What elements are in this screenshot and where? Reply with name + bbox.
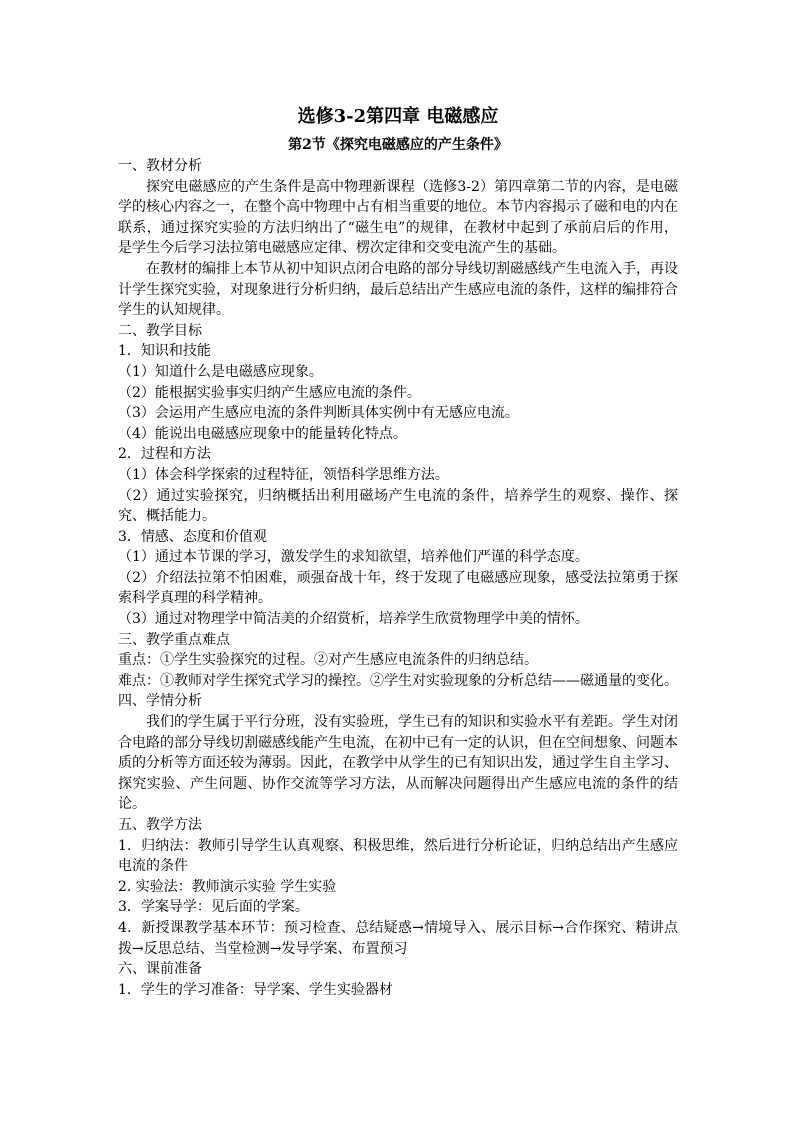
list-item: 1．学生的学习准备：导学案、学生实验器材 <box>118 981 393 998</box>
paragraph: 在教材的编排上本节从初中知识点闭合电路的部分导线切割磁感线产生电流入手，再设计学生探究实验，对现象进行分析归纳，最后总结出产生感应电流的条件，这样的编排符合学生的认知规律。 <box>118 260 678 319</box>
section-heading-preparation: 六、课前准备 <box>118 961 202 978</box>
list-item: （1）通过本节课的学习，激发学生的求知欲望，培养他们严谨的科学态度。 <box>118 549 589 566</box>
section-heading-textbook-analysis: 一、教材分析 <box>118 158 202 174</box>
document-page <box>118 100 678 1000</box>
list-item: 3．学案导学：见后面的学案。 <box>118 899 309 916</box>
paragraph: 探究电磁感应的产生条件是高中物理新课程（选修3-2）第四章第二节的内容，是电磁学的核心内容之一，在整个高中物理中占有相当重要的地位。本节内容揭示了磁和电的内在联系，通过探究实验的方法归纳出了“磁生电”的规律，在教材中起到了承前启后的作用，是学生今后学习法拉第电磁感应定律、楞次定律和交变电流产生的基础。 <box>118 178 678 257</box>
subheading: 2．过程和方法 <box>118 446 211 463</box>
list-item: （2）能根据实验事实归纳产生感应电流的条件。 <box>118 384 421 401</box>
list-item: 难点：①教师对学生探究式学习的操控。②学生对实验现象的分析总结——磁通量的变化。 <box>118 672 678 689</box>
list-item: （1）知道什么是电磁感应现象。 <box>118 363 323 380</box>
list-item: （2）介绍法拉第不怕困难，顽强奋战十年，终于发现了电磁感应现象，感受法拉第勇于探索科学真理的科学精神。 <box>118 569 678 607</box>
document-subtitle: 第2节《探究电磁感应的产生条件》 <box>288 137 508 153</box>
list-item: （4）能说出电磁感应现象中的能量转化特点。 <box>118 425 407 442</box>
section-heading-student-analysis: 四、学情分析 <box>118 693 202 710</box>
list-item: 1．归纳法：教师引导学生认真观察、积极思维，然后进行分析论证，归纳总结出产生感应电流的条件 <box>118 837 678 875</box>
list-item: 2. 实验法：教师演示实验 学生实验 <box>118 878 337 895</box>
section-heading-teaching-goals: 二、教学目标 <box>118 322 202 339</box>
section-heading-teaching-methods: 五、教学方法 <box>118 817 202 833</box>
subheading: 3．情感、态度和价值观 <box>118 528 267 545</box>
subheading: 1．知识和技能 <box>118 343 211 360</box>
list-item: （3）通过对物理学中简洁美的介绍赏析，培养学生欣赏物理学中美的情怀。 <box>118 611 589 628</box>
list-item: 4．新授课教学基本环节：预习检查、总结疑惑→情境导入、展示目标→合作探究、精讲点拨→反思总结、当堂检测→发导学案、布置预习 <box>118 919 678 957</box>
list-item: （2）通过实验探究，归纳概括出利用磁场产生电流的条件，培养学生的观察、操作、探究、概括能力。 <box>118 487 678 525</box>
section-heading-key-points: 三、教学重点难点 <box>118 631 230 648</box>
paragraph: 我们的学生属于平行分班，没有实验班，学生已有的知识和实验水平有差距。学生对闭合电路的部分导线切割磁感线能产生电流，在初中已有一定的认识，但在空间想象、问题本质的分析等方面还较为薄弱。因此，在教学中从学生的已有知识出发，通过学生自主学习、探究实验、产生问题、协作交流等学习方法，从而解决问题得出产生感应电流的条件的结论。 <box>118 714 678 813</box>
list-item: （1）体会科学探索的过程特征，领悟科学思维方法。 <box>118 466 449 483</box>
list-item: （3）会运用产生感应电流的条件判断具体实例中有无感应电流。 <box>118 405 519 422</box>
document-title: 选修3-2第四章 电磁感应 <box>297 106 499 127</box>
list-item: 重点：①学生实验探究的过程。②对产生感应电流条件的归纳总结。 <box>118 652 538 669</box>
